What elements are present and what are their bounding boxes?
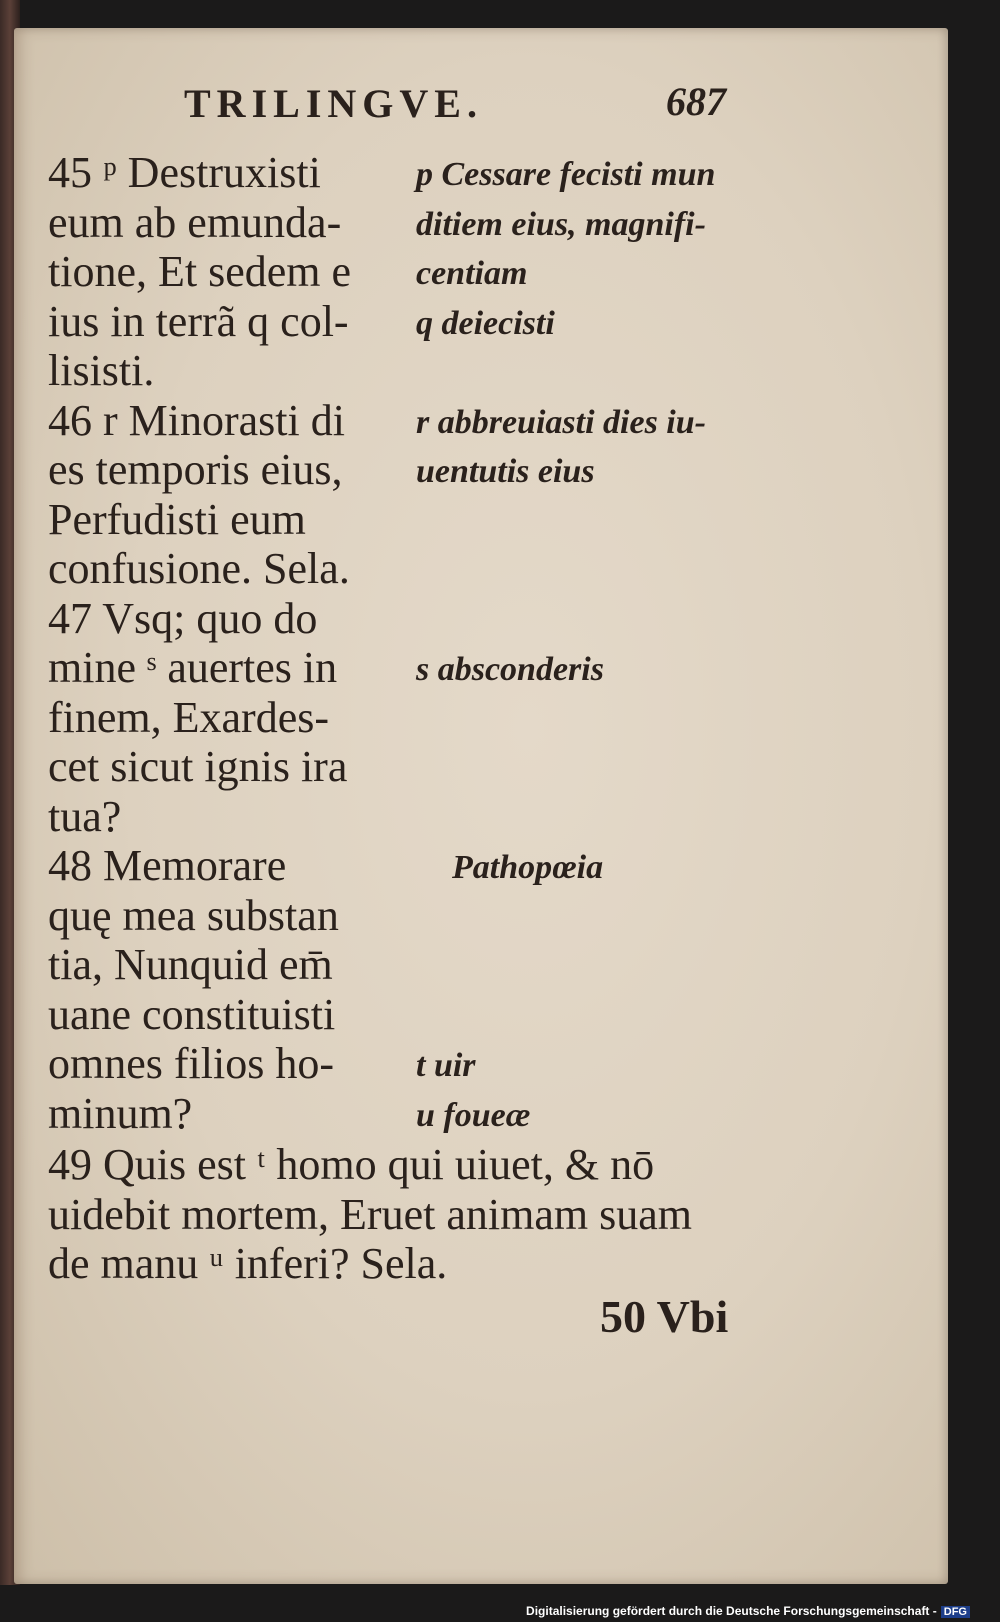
- dfg-logo: DFG: [941, 1606, 970, 1618]
- text-line: uane constituisti: [48, 989, 336, 1039]
- text-line: 48 Memorare: [48, 841, 287, 890]
- text-line: tia, Nunquid em̄: [48, 940, 333, 989]
- page-number: 687: [666, 79, 726, 124]
- text-line: ius in terrã q col-: [48, 296, 349, 346]
- gloss-line: u foueæ: [416, 1096, 531, 1134]
- text-line: finem, Exardes-: [48, 692, 329, 742]
- gloss-line: centiam: [416, 255, 528, 292]
- verse-line: uidebit mortem, Eruet animam suam: [48, 1189, 692, 1239]
- gloss-line: t uir: [416, 1047, 476, 1084]
- running-title: TRILINGVE.: [184, 81, 483, 126]
- text-line: 47 Vsq; quo do: [48, 593, 318, 643]
- catchword: 50 Vbi: [600, 1291, 729, 1342]
- text-line: tua?: [48, 791, 122, 841]
- credit-text: Digitalisierung gefördert durch die Deutsche Forschungsgemeinschaft -: [526, 1604, 937, 1618]
- gloss-line: q deiecisti: [416, 304, 555, 342]
- text-line: Perfudisti eum: [48, 494, 306, 544]
- text-line: confusione. Sela.: [48, 544, 350, 593]
- text-line: es temporis eius,: [48, 445, 343, 494]
- gloss-line: s absconderis: [416, 651, 604, 688]
- gloss-line: p Cessare fecisti mun: [416, 156, 716, 193]
- text-line: eum ab emunda-: [48, 197, 342, 247]
- verse-line: 49 Quis est ᵗ homo qui uiuet, & nō: [48, 1140, 655, 1189]
- main-text-column: [48, 148, 388, 1138]
- gloss-line: Pathopœia: [452, 849, 604, 886]
- text-line: tione, Et sedem e: [48, 247, 352, 296]
- text-line: 45 ᵖ Destruxisti: [48, 148, 321, 197]
- digitization-credit: [526, 1604, 970, 1618]
- text-line: lisisti.: [48, 346, 155, 395]
- gloss-line: uentutis eius: [416, 453, 595, 490]
- gloss-line: ditiem eius, magnifi-: [416, 205, 706, 243]
- gloss-line: r abbreuiasti dies iu-: [416, 403, 706, 441]
- text-line: minum?: [48, 1088, 193, 1138]
- text-line: cet sicut ignis ira: [48, 742, 348, 791]
- verse-line: de manu ᵘ inferi? Sela.: [48, 1239, 448, 1288]
- text-line: mine ˢ auertes in: [48, 643, 338, 692]
- text-line: quę mea substan: [48, 890, 339, 940]
- text-line: 46 r Minorasti di: [48, 395, 345, 445]
- text-line: omnes filios ho-: [48, 1039, 334, 1088]
